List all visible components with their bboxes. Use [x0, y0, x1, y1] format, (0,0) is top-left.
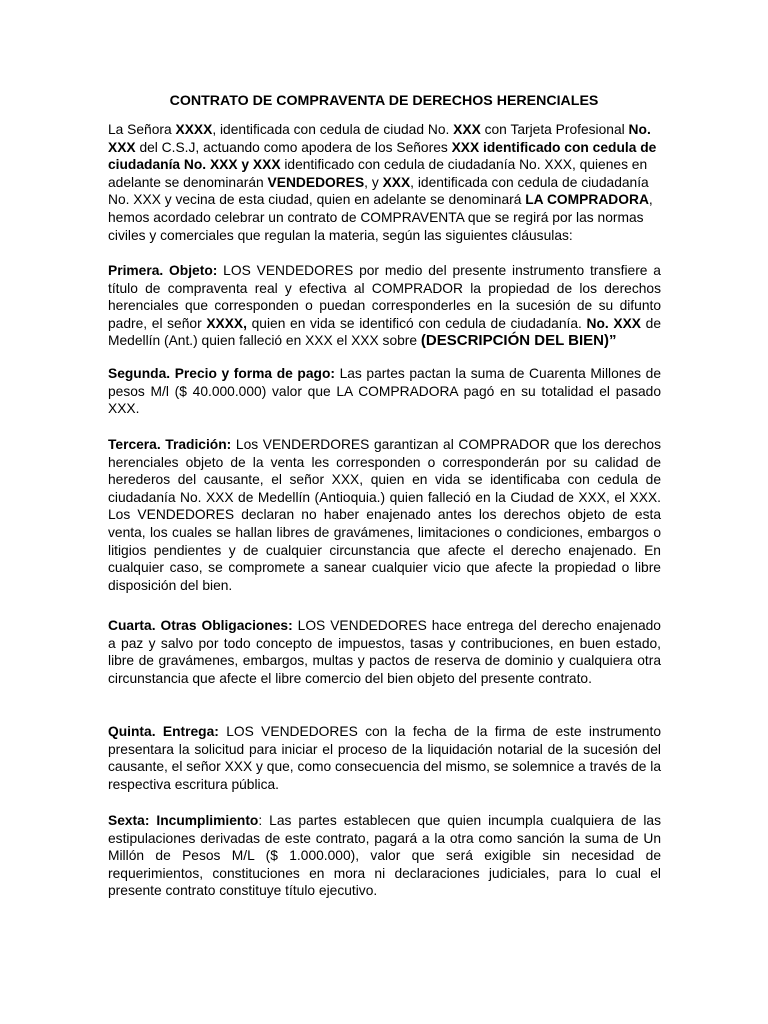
intro-paragraph [108, 121, 661, 244]
intro-bold: LA COMPRADORA [525, 192, 649, 208]
intro-text: La Señora [108, 122, 176, 137]
intro-text: , y [364, 174, 383, 190]
clause-text: Los VENDERDORES garantizan al COMPRADOR que los derechos herenciales objeto de la venta les corresponden o corresponderán por su calidad de herederos del causante, el señor XXX, quien en vida se identificaba con cedula de ciudadanía No. XXX de Medellín (Antioquia.) quien falleció en la Ciudad de XXX, el XXX. Los VENDEDORES declaran no haber enajenado antes los derechos objeto de esta venta, los cuales se hallan libres de gravámenes, limitaciones o condiciones, embargos o litigios pendientes y de cualquier circunstancia que afecte el derecho enajenado. En cualquier caso, se compromete a sanear cualquier vicio que afecte la propiedad o libre disposición del bien. [108, 437, 661, 593]
clause-text: LOS VENDEDORES por medio del presente instrumento transfiere a título de compraventa real y efectiva al COMPRADOR la propiedad de los derechos herenciales que corresponden o puedan corresponderles en la sucesión de su difunto padre, el señor [108, 263, 661, 331]
clause-bold: No. XXX [586, 315, 641, 331]
clause-bold: XXXX, [206, 315, 247, 331]
clause-text: LOS VENDEDORES hace entrega del derecho enajenado a paz y salvo por todo concepto de impuestos, tasas y contribuciones, en buen estado, libre de gravámenes, embargos, multas y pactos de reserva de dominio y cualquiera otra circunstancia que afecte el libre comercio del bien objeto del presente contrato. [108, 618, 661, 686]
intro-bold: XXX [453, 122, 481, 137]
clause-text: de Medellín (Ant.) quien falleció en XXX el XXX sobre [108, 315, 661, 349]
clause-text: : Las partes establecen que quien incumpla cualquiera de las estipulaciones derivadas de este contrato, pagará a la otra como sanción la suma de Un Millón de Pesos M/L ($ 1.000.000), valor que será exigible sin necesidad de requerimientos, constituciones en mora ni declaraciones judiciales, para lo cual el presente contrato constituye título ejecutivo. [108, 813, 661, 899]
clause-text: LOS VENDEDORES con la fecha de la firma de este instrumento presentara la solicitud para iniciar el proceso de la liquidación notarial de la sucesión del causante, el señor XXX y que, como consecuencia del mismo, se solemnice a través de la respectiva escritura pública. [108, 724, 661, 792]
intro-bold: VENDEDORES [267, 174, 365, 190]
clause-cuarta [108, 617, 661, 687]
intro-bold: XXXX [175, 122, 213, 137]
clause-text: Las partes pactan la suma de Cuarenta Millones de pesos M/l ($ 40.000.000) valor que LA COMPRADORA pagó en su totalidad el pasado XXX. [108, 366, 661, 417]
intro-text: , identificada con cedula de ciudad No. [212, 122, 454, 137]
clause-heading: Tercera. Tradición: [108, 437, 232, 452]
clause-quinta [108, 723, 661, 793]
intro-text: del C.S.J, actuando como apodera de los Señores [135, 139, 452, 155]
intro-bold: XXX [382, 174, 411, 190]
clause-heading: Segunda. Precio y forma de pago: [108, 366, 335, 381]
clause-heading: Cuarta. Otras Obligaciones: [108, 618, 293, 633]
clause-heading: Primera. Objeto: [108, 263, 218, 278]
clause-tercera [108, 436, 661, 594]
intro-text: con Tarjeta Profesional [480, 122, 629, 137]
intro-text: , identificada con cedula de ciudadanía No. XXX y vecina de esta ciudad, quien en adelante se denominará [108, 174, 649, 208]
clause-primera [108, 262, 661, 350]
clause-heading: Quinta. Entrega: [108, 724, 219, 739]
clause-heading: Sexta: Incumplimiento [108, 813, 259, 828]
intro-text: , hemos acordado celebrar un contrato de COMPRAVENTA que se regirá por las normas civiles y comerciales que regulan la materia, según las siguientes cláusulas: [108, 192, 653, 243]
document-title: CONTRATO DE COMPRAVENTA DE DERECHOS HERENCIALES [169, 93, 599, 109]
intro-bold: No. XXX [108, 122, 651, 155]
intro-text: identificado con cedula de ciudadanía No. XXX, quienes en adelante se denominarán [108, 157, 648, 190]
property-description: (DESCRIPCIÓN DEL BIEN)” [420, 332, 617, 350]
intro-bold: XXX identificado con cedula de ciudadanía No. XXX y XXX [108, 139, 657, 173]
clause-segunda [108, 365, 661, 418]
clause-sexta [108, 812, 661, 900]
clause-text: quien en vida se identificó con cedula de ciudadanía. [246, 315, 587, 331]
